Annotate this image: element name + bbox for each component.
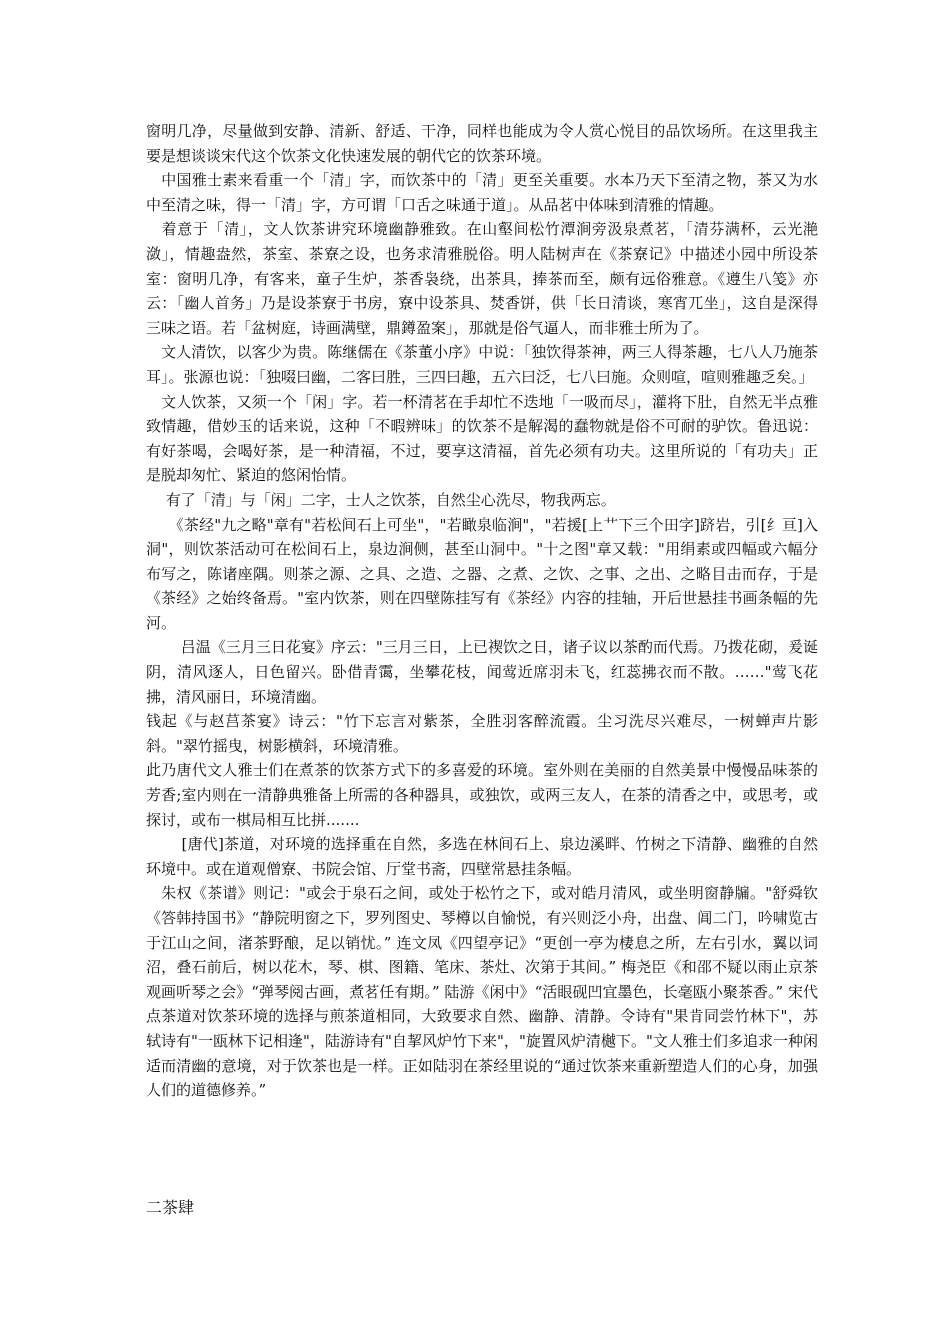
paragraph-qing-xian: 有了「清」与「闲」二字，士人之饮茶，自然尘心洗尽，物我两忘。 — [146, 490, 616, 509]
paragraph-few-guests: 文人清饮，以客少为贵。陈继儒在《茶董小序》中说：「独饮得茶神，两三人得茶趣，七八人乃施茶耳」。张源也说：「独啜曰幽，二客曰胜，三四曰趣，五六曰泛，七八曰施。众则喧，喧则雅趣乏矣。」 — [146, 343, 818, 386]
paragraph-song-tea-way: 朱权《茶谱》则记："或会于泉石之间，或处于松竹之下，或对皓月清风，或坐明窗静牖。"舒舜钦《答韩持国书》“静院明窗之下，罗列图史、琴樽以自愉悦，有兴则泛小舟，出盘、阊二门，吟啸览古于江山之间，渚茶野酿，足以销忧。” 连文凤《四望亭记》“更创一亭为棲息之所，左右引水，翼以词沼，叠石前后，树以花木，琴、棋、图籍、笔床、茶灶、次第于其间。” 梅尧臣《和邵不疑以雨止京茶观画听琴之会》“弹琴阅古画，煮茗任有期。” 陆游《闲中》“活眼砚凹宜墨色，长毫瓯小聚茶香。” 宋代点茶道对饮茶环境的选择与煎茶道相同，大致要求自然、幽静、清静。令诗有"果肯同尝竹林下"，苏轼诗有"一瓯林下记相逢"，陆游诗有"自挈风炉竹下来"，"旋置风炉清樾下。"文人雅士们多追求一种闲适而清幽的意境，对于饮茶也是一样。正如陆羽在茶经里说的“通过饮茶来重新塑造人们的心身，加强人们的道德修养。” — [146, 884, 818, 1100]
paragraph-chajing: 《茶经"九之略"章有"若松间石上可坐"，"若瞰泉临涧"，"若援[上艹下三个田字]跻岩，引[纟亘]入洞"，则饮茶活动可在松间石上，泉边涧侧，甚至山洞中。"十之图"章又载："用绢素或四幅或六幅分布写之，陈诸座隅。则茶之源、之具、之造、之器、之煮、之饮、之事、之出、之略目击而存，于是《茶经》之始终备焉。"室内饮茶，则在四壁陈挂写有《茶经》内容的挂轴，开后世悬挂书画条幅的先河。 — [146, 515, 818, 632]
paragraph-tang-summary: 此乃唐代文人雅士们在煮茶的饮茶方式下的多喜爱的环境。室外则在美丽的自然美景中慢慢品味茶的芳香;室内则在一清静典雅备上所需的各种器具，或独饮，或两三友人，在茶的清香之中，或思考，或探讨，或布一棋局相互比拼....... — [146, 761, 818, 829]
paragraph-xian: 文人饮茶，又须一个「闲」字。若一杯清茗在手却忙不迭地「一吸而尽」，灌将下肚，自然无半点雅致情趣，借妙玉的话来说，这种「不暇辨味」的饮茶不是解渴的蠢物就是俗不可耐的驴饮。鲁迅说：有好茶喝，会喝好茶，是一种清福，不过，要享这清福，首先必须有功夫。这里所说的「有功夫」正是脱却匆忙、紧迫的悠闲怡情。 — [146, 392, 818, 485]
section-heading: 二茶肆 — [146, 1198, 195, 1217]
paragraph-tang-tea-way: [唐代]茶道，对环境的选择重在自然，多选在林间石上、泉边溪畔、竹树之下清静、幽雅的自然环境中。或在道观僧寮、书院会馆、厅堂书斋，四壁常悬挂条幅。 — [146, 835, 818, 878]
paragraph-qian-qi: 钱起《与赵莒茶宴》诗云："竹下忘言对紫茶，全胜羽客醉流霞。尘习洗尽兴难尽，一树蝉声片影斜。"翠竹摇曳，树影横斜，环境清雅。 — [146, 712, 818, 755]
paragraph-lv-wen: 吕温《三月三日花宴》序云："三月三日，上已禊饮之日，诸子议以茶酌而代焉。乃拨花砌，爰诞阴，清风逐人，日色留兴。卧借青霭，坐攀花枝，闻莺近席羽未飞，红蕊拂衣而不散。……"莺飞花拂，清风丽日，环境清幽。 — [146, 638, 818, 706]
paragraph-environment: 着意于「清」，文人饮茶讲究环境幽静雅致。在山壑间松竹潭涧旁汲泉煮茗，「清芬满杯，云光滟潋」，情趣盎然，茶室、茶寮之设，也务求清雅脱俗。明人陆树声在《茶寮记》中描述小园中所设茶室：窗明几净，有客来，童子生炉，茶香袅绕，出茶具，捧茶而至，颇有远俗雅意。《遵生八笺》亦云：「幽人首务」乃是设茶寮于书房，寮中设茶具、焚香饼，供「长日清谈，寒宵兀坐」，这自是深得三味之语。若「盆树庭，诗画满壁，鼎鐏盈案」，那就是俗气逼人，而非雅士所为了。 — [146, 220, 818, 337]
paragraph-qing: 中国雅士素来看重一个「清」字，而饮茶中的「清」更至关重要。水本乃天下至清之物，茶又为水中至清之味，得一「清」字，方可谓「口舌之味通于道」。从品茗中体味到清雅的情趣。 — [146, 171, 818, 214]
paragraph-intro: 窗明几净，尽量做到安静、清新、舒适、干净，同样也能成为令人赏心悦目的品饮场所。在这里我主要是想谈谈宋代这个饮茶文化快速发展的朝代它的饮茶环境。 — [146, 122, 818, 165]
document-body — [146, 119, 818, 1103]
